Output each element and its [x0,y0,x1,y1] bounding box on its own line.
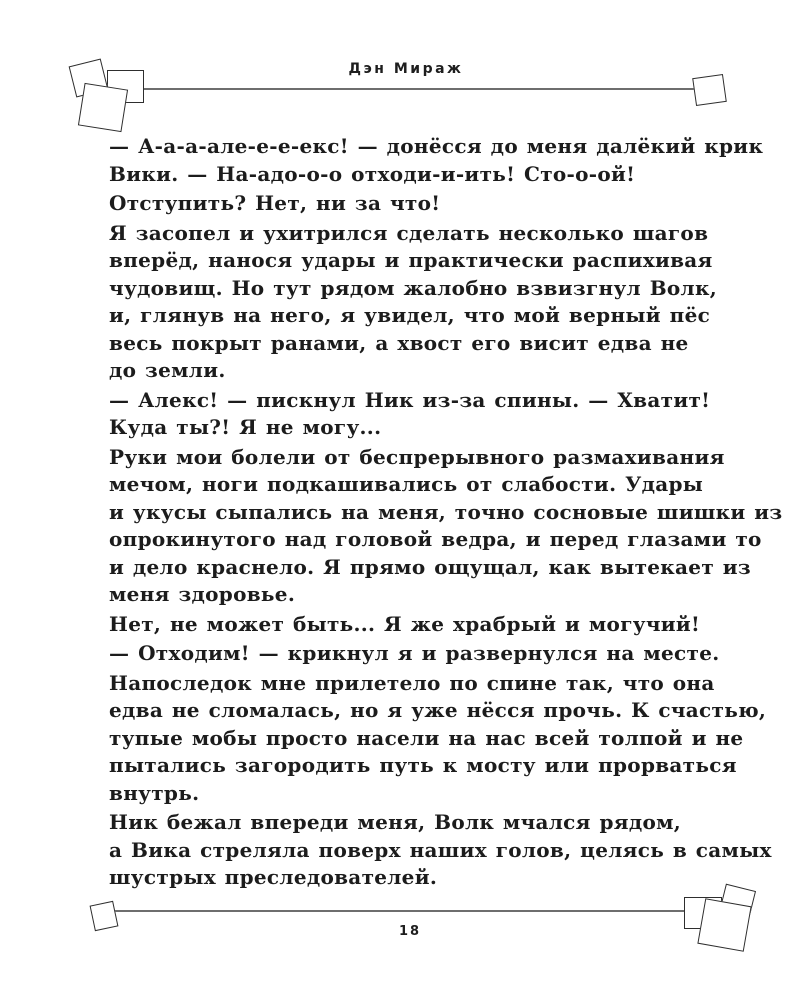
header-rule [122,88,700,90]
text-line: Руки мои болели от беспрерывного размахивания [109,444,725,469]
text-line: и дело краснело. Я прямо ощущал, как вытекает из [109,554,751,579]
text-line: Куда ты?! Я не могу... [109,415,382,439]
text-line: чудовищ. Но тут рядом жалобно взвизгнул Волк, [109,275,717,300]
text-line: — Отходим! — крикнул я и развернулся на месте. [109,641,720,665]
paragraph [109,133,764,188]
text-line: до земли. [109,358,226,382]
paragraph [109,611,749,639]
text-line: вперёд, нанося удары и практически распихивая [109,248,713,272]
text-line: опрокинутого над головой ведра, и перед глазами то [109,527,762,551]
text-line: Отступить? Нет, ни за что! [109,191,441,215]
body-text [109,133,783,894]
paragraph [109,809,772,892]
paragraph [109,640,749,668]
text-line: и укусы сыпались на меня, точно сосновые шишки из [109,499,783,524]
text-line: — Алекс! — пискнул Ник из-за спины. — Хватит! [109,387,711,412]
paragraph [109,670,767,808]
ornament-square [78,83,128,132]
paragraph [109,220,749,385]
text-line: Я засопел и ухитрился сделать несколько шагов [109,220,709,245]
text-line: Вики. — На-адо-о-о отходи-и-ить! Сто-о-ой! [109,161,636,186]
text-line: Нет, не может быть... Я же храбрый и могучий! [109,611,701,636]
text-line: едва не сломалась, но я уже нёсся прочь. К счастью, [109,698,767,722]
paragraph [109,190,749,218]
text-line: пытались загородить путь к мосту или прорваться [109,753,737,777]
text-line: Напоследок мне прилетело по спине так, что она [109,670,715,695]
page-number: 18 [398,924,422,939]
text-line: и, глянув на него, я увидел, что мой верный пёс [109,303,711,327]
text-line: — А-а-а-але-е-е-екс! — донёсся до меня далёкий крик [109,134,764,158]
text-line: Ник бежал впереди меня, Волк мчался рядом, [109,810,682,834]
text-line: весь покрыт ранами, а хвост его висит едва не [109,330,689,355]
paragraph [109,387,749,442]
text-line: внутрь. [109,780,200,805]
text-line: мечом, ноги подкашивались от слабости. Удары [109,472,704,496]
paragraph [109,444,783,609]
ornament-square [692,74,727,106]
text-line: меня здоровье. [109,582,296,606]
footer-rule [104,910,690,912]
text-line: а Вика стреляла поверх наших голов, целясь в самых [109,837,772,862]
text-line: тупые мобы просто насели на нас всей толпой и не [109,725,744,750]
author-header: Дэн Мираж [348,61,464,77]
text-line: шустрых преследователей. [109,865,438,889]
